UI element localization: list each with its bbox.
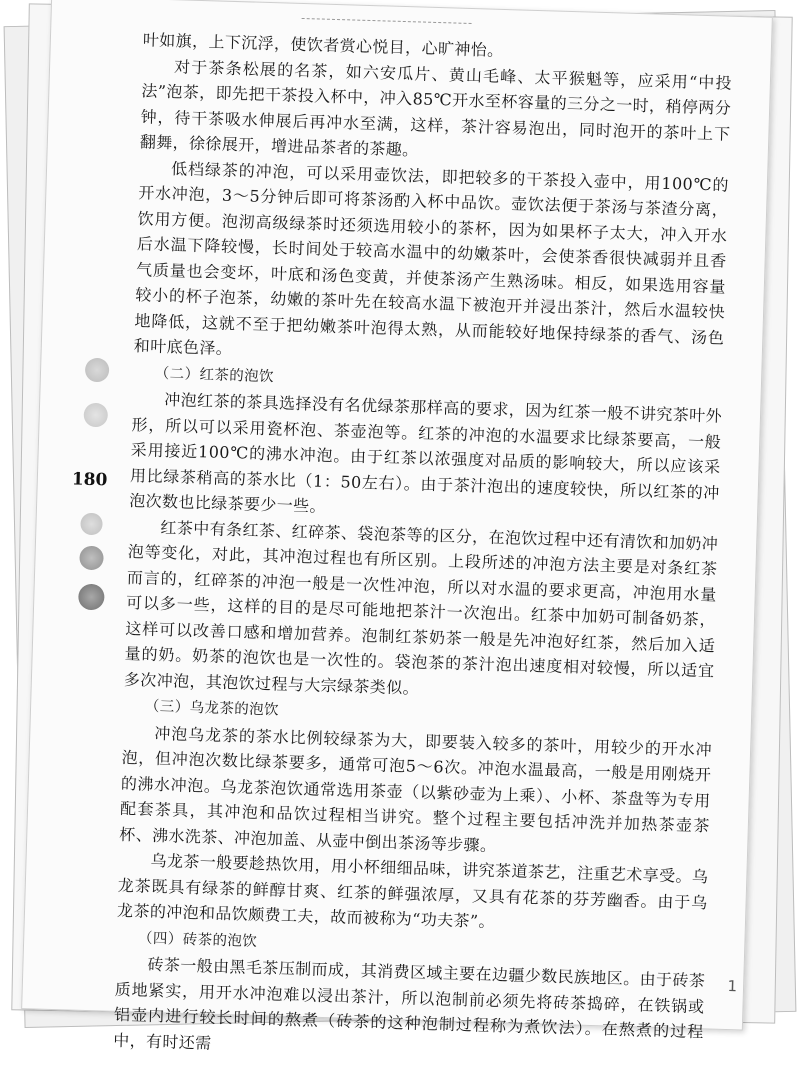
page-number: 180 (71, 469, 108, 491)
paragraph-8: 砖茶一般由黑毛茶压制而成，其消费区域主要在边疆少数民族地区。由于砖茶质地紧实，用开水冲泡难以浸出茶汁，所以泡制前必须先将砖茶捣碎，在铁锅或铝壶内进行较长时间的熬煮（砖茶的这种泡制过程称为煮饮法）。在熬煮的过程中，有时还需 (112, 954, 706, 1053)
section-heading-black-tea: （二）红茶的泡饮 (154, 365, 275, 385)
margin-dot (80, 513, 103, 536)
paragraph-2: 对于茶条松展的名茶，如六安瓜片、黄山毛峰、太平猴魁等，应采用“中投法”泡茶，即先把干茶投入杯中，冲入85℃开水至杯容量的三分之一时，稍停两分钟，待干茶吸水伸展后再冲水至满，这样，茶汁容易泡出，同时泡开的茶叶上下翻舞，徐徐展开，增进品茶者的茶趣。 (139, 56, 733, 160)
paragraph-7: 乌龙茶一般要趁热饮用，用小杯细细品味，讲究茶道茶艺，注重艺术享受。乌龙茶既具有绿茶的鲜醇甘爽、红茶的鲜强浓厚，又具有花茶的芬芳幽香。由于乌龙茶的冲泡和品饮颇费工夫，故而被称为“功夫茶”。 (116, 850, 709, 932)
margin-dot (78, 584, 105, 611)
margin-dot (79, 546, 104, 571)
section-heading-brick-tea: （四）砖茶的泡饮 (137, 930, 258, 950)
corner-page-number: 1 (727, 977, 738, 996)
margin-dot (85, 358, 110, 383)
paragraph-1: 叶如旗，上下沉浮，使饮者赏心悦目，心旷神怡。 (142, 30, 504, 60)
top-dashed-mark (302, 18, 472, 24)
paragraph-5: 红茶中有条红茶、红碎茶、袋泡茶等的区分，在泡饮过程中还有清饮和加奶冲泡等变化，对此，其冲泡过程也有所区别。上段所述的冲泡方法主要是对条红茶而言的，红碎茶的冲泡一般是一次性冲泡，所以对水温的要求更高，冲泡用水量可以多一些，这样的目的是尽可能地把茶汁一次泡出。红茶中加奶可制备奶茶，这样可以改善口感和增加营养。泡制红茶奶茶一般是先冲泡好红茶，然后加入适量的奶。奶茶的泡饮也是一次性的。袋泡茶的茶汁泡出速度相对较慢，所以适宜多次冲泡，其泡饮过程与大宗绿茶类似。 (123, 517, 719, 698)
section-heading-oolong: （三）乌龙茶的泡饮 (144, 698, 280, 719)
paragraph-3: 低档绿茶的冲泡，可以采用壶饮法，即把较多的干茶投入壶中，用100℃的开水冲泡，3～5分钟后即可将茶汤酌入杯中品饮。壶饮法便于茶汤与茶渣分离，饮用方便。泡沏高级绿茶时还须选用较小的茶杯，因为如果杯子太大，冲入开水后水温下降较慢，长时间处于较高水温中的幼嫩茶叶，会使茶香很快减弱并且香气质量也会变坏，叶底和汤色变黄，并使茶汤产生熟汤味。相反，如果选用容量较小的杯子泡茶，幼嫩的茶叶先在较高水温下被泡开并浸出茶汁，然后水温较快地降低，这就不至于把幼嫩茶叶泡得太熟，从而能较好地保持绿茶的香气、汤色和叶底色泽。 (133, 158, 730, 359)
book-page (21, 0, 773, 1053)
page-body (113, 27, 733, 1070)
paragraph-6: 冲泡乌龙茶的茶水比例较绿茶为大，即要装入较多的茶叶，用较少的开水冲泡，但冲泡次数比绿茶要多，通常可泡5～6次。冲泡水温最高，一般是用刚烧开的沸水冲泡。乌龙茶泡饮通常选用茶壶（以紫砂壶为上乘）、小杯、茶盘等为专用配套茶具，其冲泡和品饮过程相当讲究。整个过程主要包括冲洗并加热茶壶茶杯、沸水洗茶、冲泡加盖、从壶中倒出茶汤等步骤。 (119, 723, 713, 855)
margin-dot (83, 403, 108, 428)
paragraph-4: 冲泡红茶的茶具选择没有名优绿茶那样高的要求，因为红茶一般不讲究茶叶外形，所以可以采用瓷杯泡、茶壶泡等。红茶的冲泡的水温要求比绿茶要高，一般采用接近100℃的沸水冲泡。由于红茶以浓强度对品质的影响较大，所以应该采用比绿茶稍高的茶水比（1：50左右）。由于茶汁泡出的速度较快，所以红茶的冲泡次数也比绿茶要少一些。 (128, 390, 723, 516)
